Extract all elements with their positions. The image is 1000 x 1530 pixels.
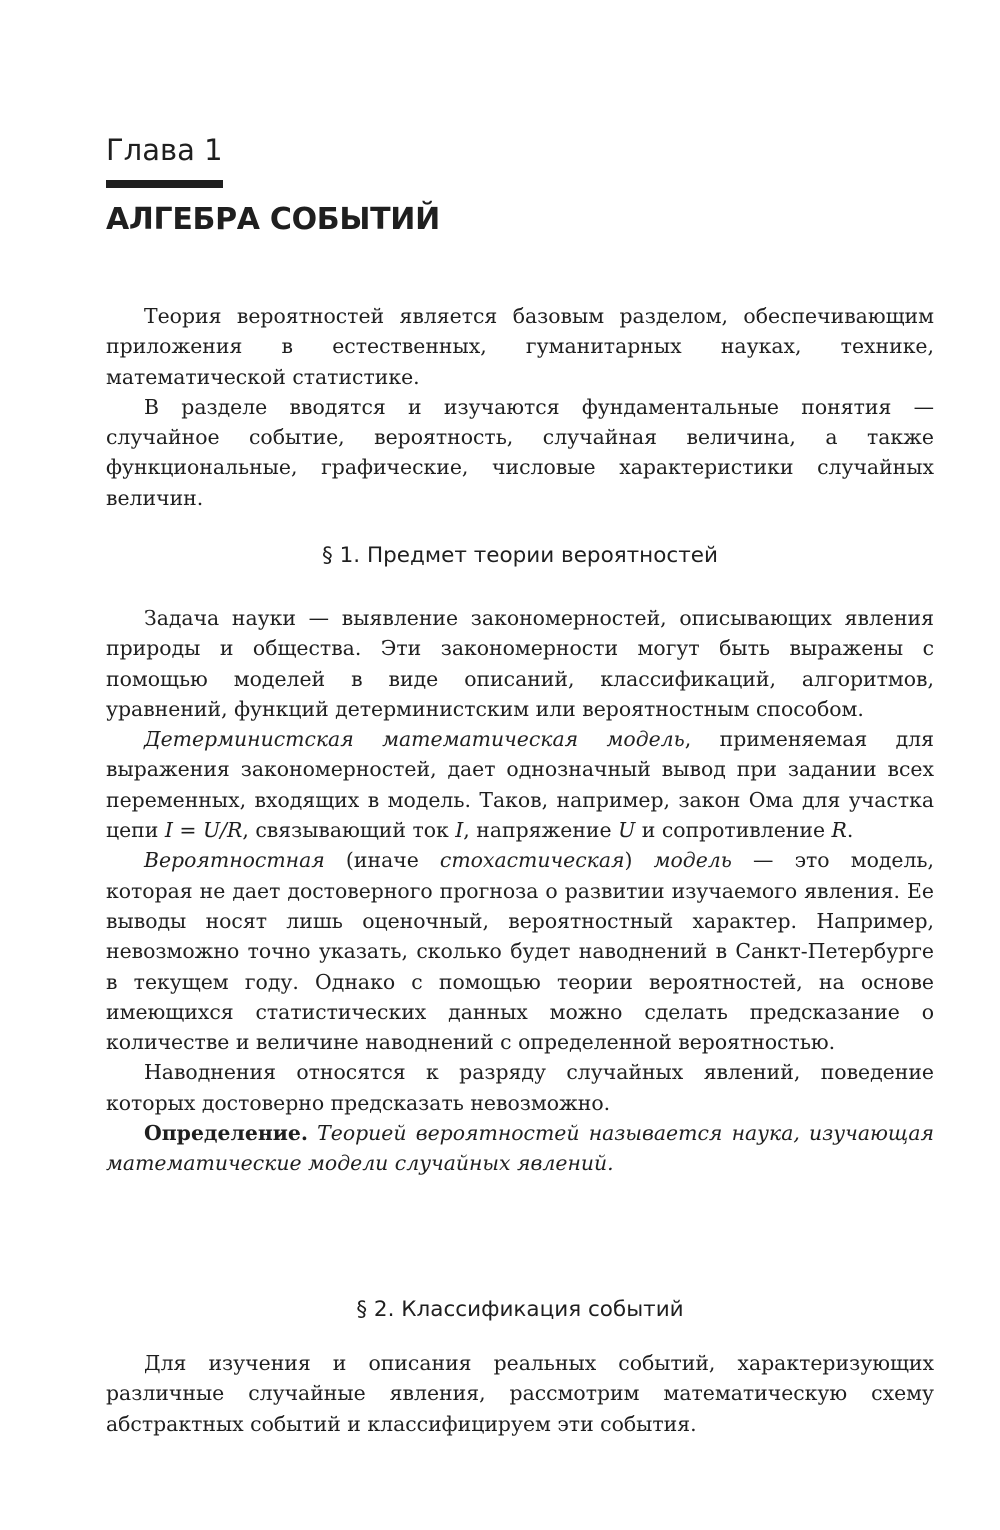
p3-text-2: ) (624, 848, 654, 873)
stochastic-term: стохастическая (439, 848, 625, 873)
p2-text-1: , применяемая для выражения закономерностей, дает однозначный вывод при задании всех переменных, входящих в модель. Таков, например, закон Ома для участка цепи (106, 727, 934, 843)
p3-text-1: (иначе (324, 848, 440, 873)
p3-text-3: — это модель, которая не дает достоверного прогноза о развитии изучаемого явления. Ее выводы носят лишь оценочный, вероятностный характер. Например, невозможно точно указать, сколько будет наводнений в Санкт-Петербурге в текущем году. Однако с помощью теории вероятностей, на основе имеющихся статистических данных можно сделать предсказание о количестве и величине наводнений с определенной вероятностью. (106, 848, 934, 1055)
section-1-paragraph-3 (106, 845, 934, 1057)
section-1-title: § 1. Предмет теории вероятностей (322, 543, 718, 568)
section-2-title: § 2. Классификация событий (356, 1297, 684, 1322)
section-1-paragraph-1: Задача науки — выявление закономерностей, описывающих явления природы и общества. Эти закономерности могут быть выражены с помощью моделей в виде описаний, классификаций, алгоритмов, уравнений, функций детерминистским или вероятностным способом. (106, 606, 934, 721)
definition-label: Определение. (144, 1121, 308, 1146)
chapter-rule (106, 180, 223, 188)
intro-paragraph-2: В разделе вводятся и изучаются фундаментальные понятия — случайное событие, вероятность, случайная величина, а также функциональные, графические, числовые характеристики случайных величин. (106, 394, 934, 510)
section-2-paragraph-1: Для изучения и описания реальных событий, характеризующих различные случайные явления, рассмотрим математическую схему абстрактных событий и классифицируем эти события. (106, 1351, 934, 1436)
p2-text-2: , связывающий ток (242, 818, 456, 843)
section-1-body (106, 603, 934, 1179)
var-current: I (455, 818, 464, 843)
chapter-label: Глава 1 (106, 133, 223, 167)
definition-text: Теорией вероятностей называется наука, изучающая математические модели случайных явлений. (106, 1121, 934, 1176)
intro-block (106, 301, 934, 513)
var-voltage: U (618, 818, 636, 843)
section-1-paragraph-2 (106, 724, 934, 845)
intro-paragraph-1: Теория вероятностей является базовым разделом, обеспечивающим приложения в естественных, гуманитарных науках, технике, математической статистике. (106, 304, 934, 389)
p2-text-5: . (846, 818, 854, 843)
book-page (106, 0, 934, 1530)
ohm-law-formula: I = U/R (164, 818, 243, 843)
chapter-title: АЛГЕБРА СОБЫТИЙ (106, 202, 440, 237)
probabilistic-term: Вероятностная (144, 848, 325, 873)
var-resistance: R (831, 818, 847, 843)
model-term: модель (653, 848, 732, 873)
definition-paragraph (106, 1118, 934, 1179)
p2-text-3: , напряжение (463, 818, 619, 843)
section-1-paragraph-4: Наводнения относятся к разряду случайных явлений, поведение которых достоверно предсказать невозможно. (106, 1060, 934, 1115)
p2-text-4: и сопротивление (635, 818, 832, 843)
section-2-body (106, 1348, 934, 1439)
deterministic-model-term: Детерминистская математическая модель (144, 727, 685, 752)
